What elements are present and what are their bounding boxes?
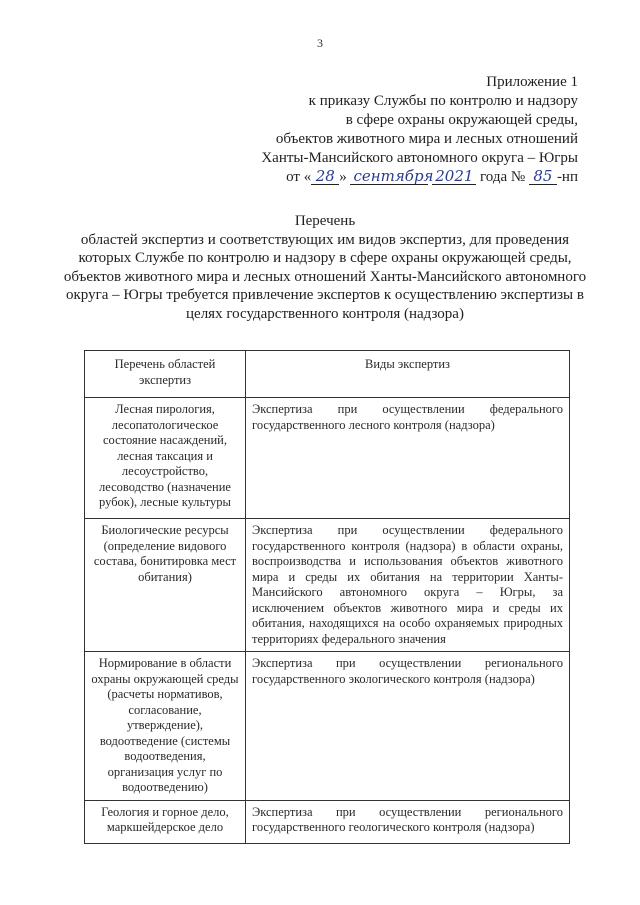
appendix-line: к приказу Службы по контролю и надзору (308, 93, 578, 109)
header-areas: Перечень областей экспертиз (85, 351, 246, 398)
table-row (85, 652, 570, 801)
table-row (85, 519, 570, 652)
appendix-line: Ханты-Мансийского автономного округа – Югры (261, 150, 578, 166)
type-cell: Экспертиза при осуществлении федерального государственного лесного контроля (надзора) (246, 398, 570, 519)
table-header-row (85, 351, 570, 398)
date-prefix: от « (286, 169, 312, 185)
handwritten-order-number: 85 (529, 169, 557, 185)
area-cell: Геология и горное дело, маркшейдерское дело (85, 800, 246, 843)
number-suffix: -нп (556, 169, 578, 185)
expertise-table (84, 350, 570, 844)
table-row (85, 398, 570, 519)
title-heading: Перечень (294, 213, 356, 229)
handwritten-day: 28 (311, 169, 339, 185)
appendix-block (261, 73, 578, 187)
area-cell: Нормирование в области охраны окружающей среды (расчеты нормативов, согласование, утверждение), водоотведение (системы водоотведения, организация услуг по водоотведению) (85, 652, 246, 801)
header-types: Виды экспертиз (246, 351, 570, 398)
appendix-title: Приложение 1 (486, 74, 578, 90)
handwritten-month: сентября (350, 169, 428, 185)
handwritten-year: 2021 (432, 169, 476, 185)
page-number: 3 (317, 36, 323, 50)
type-cell: Экспертиза при осуществлении регионального государственного экологического контроля (надзора) (246, 652, 570, 801)
document-title (60, 212, 590, 323)
area-cell: Лесная пирология, лесопатологическое состояние насаждений, лесная таксация и лесоустройство, лесоводство (назначение рубок), лесные культуры (85, 398, 246, 519)
date-close: » (339, 169, 347, 185)
area-cell: Биологические ресурсы (определение видового состава, бонитировка мест обитания) (85, 519, 246, 652)
type-cell: Экспертиза при осуществлении регионального государственного геологического контроля (надзора) (246, 800, 570, 843)
appendix-line: объектов животного мира и лесных отношений (275, 131, 578, 147)
title-body: областей экспертиз и соответствующих им видов экспертиз, для проведения которых Службе по контролю и надзору в сфере охраны окружающей среды, объектов животного мира и лесных отношений Ханты-Мансийского автономного округа – Югры требуется привлечение экспертов к осуществлению экспертизы в целях государственного контроля (надзора) (63, 231, 587, 322)
appendix-line: в сфере охраны окружающей среды, (345, 112, 578, 128)
table-row (85, 800, 570, 843)
type-cell: Экспертиза при осуществлении федерального государственного контроля (надзора) в области охраны, воспроизводства и использования объектов животного мира и среды их обитания на территории Ханты-Мансийского автономного округа – Югры, за исключением объектов животного мира и среды их обитания, находящихся на особо охраняемых природных территориях федерального значения (246, 519, 570, 652)
year-suffix: года № (479, 169, 526, 185)
order-date-line (261, 168, 578, 187)
